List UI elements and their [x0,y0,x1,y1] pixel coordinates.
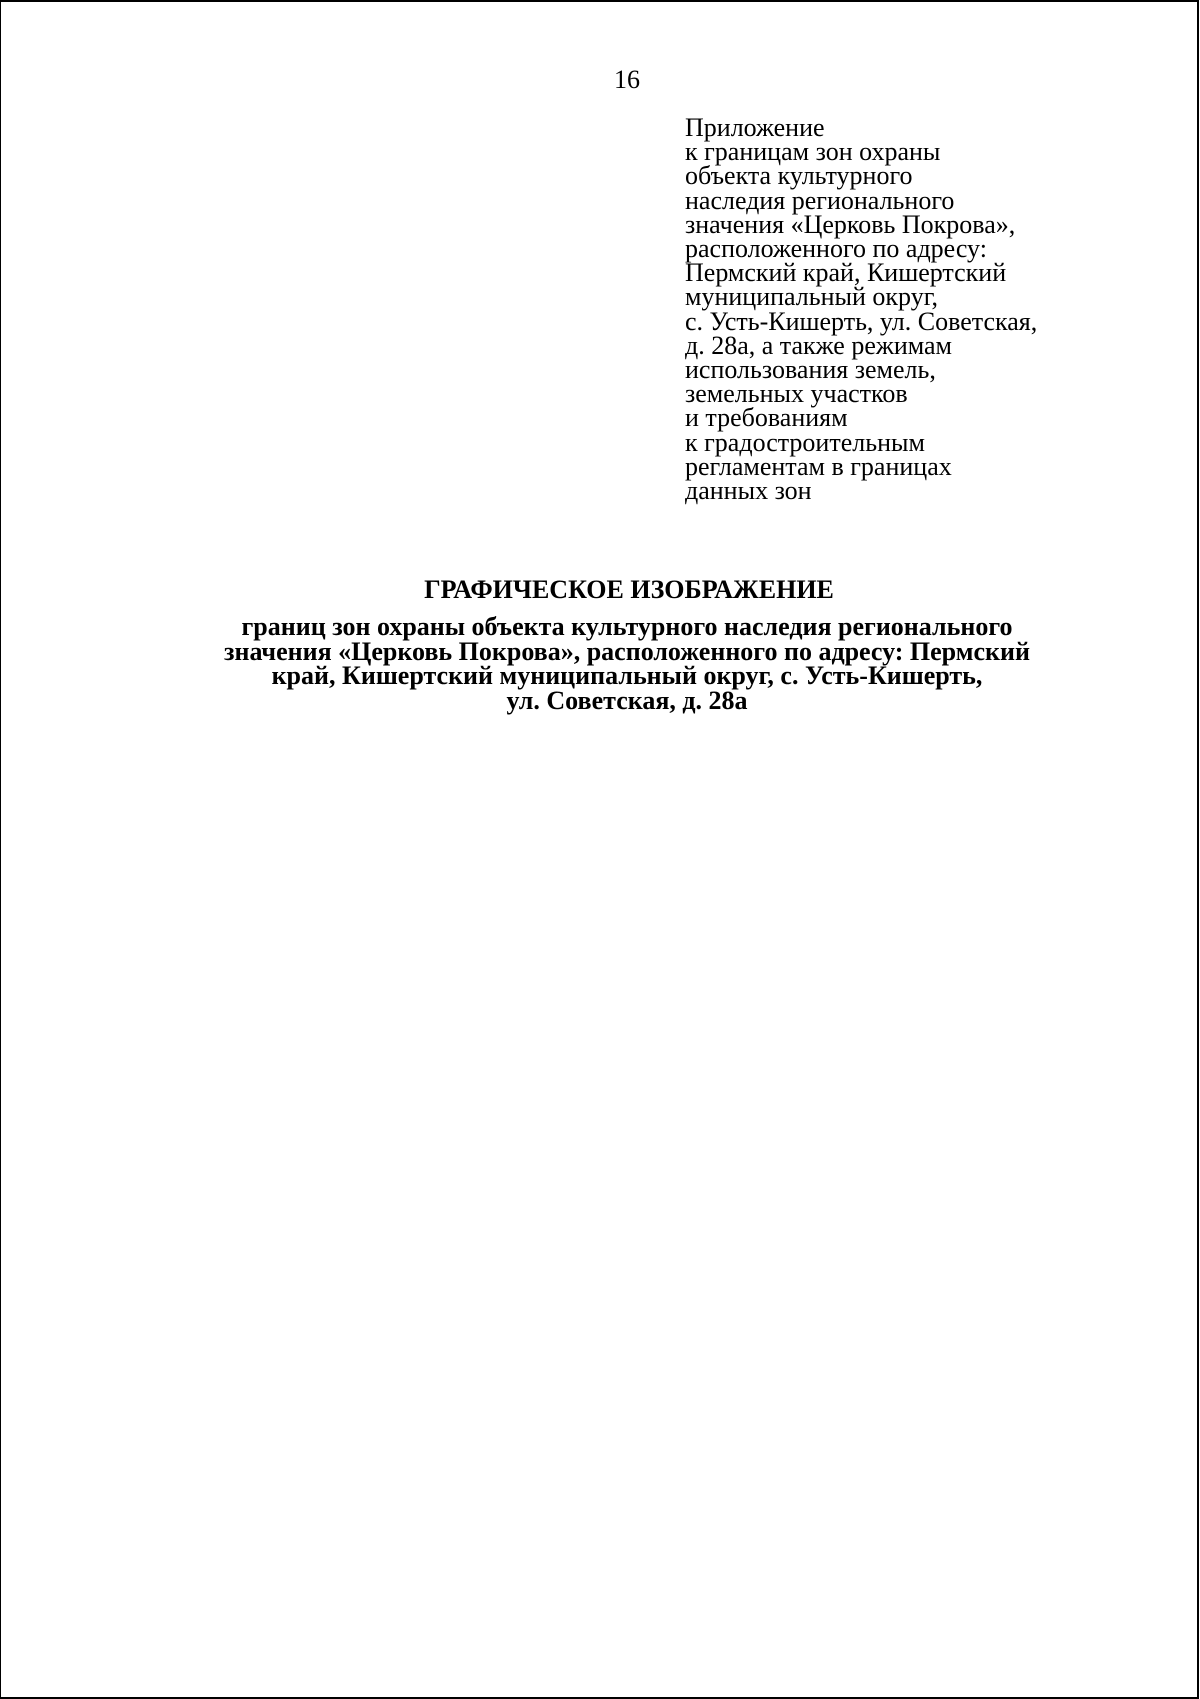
appendix-line: использования земель, [685,355,936,385]
appendix-line: земельных участков [685,379,908,409]
subtitle-line: край, Кишертский муниципальный округ, с. Усть-Кишерть, [271,661,983,690]
subtitle-line: ул. Советская, д. 28а [506,685,748,715]
appendix-note [685,113,1145,506]
appendix-line: д. 28а, а также режимам [685,330,953,360]
appendix-line: наследия регионального [685,185,955,215]
subtitle-line: значения «Церковь Покрова», расположенного по адресу: Пермский [224,636,1030,666]
appendix-line: Пермский край, Кишертский [685,258,1007,288]
appendix-line: Приложение [685,113,825,142]
appendix-line: регламентам в границах [685,451,952,481]
appendix-line: к градостроительным [685,427,925,457]
appendix-line: объекта культурного [685,161,913,191]
appendix-line: с. Усть-Кишерть, ул. Советская, [685,306,1038,336]
appendix-line: муниципальный округ, [685,282,938,312]
appendix-line: значения «Церковь Покрова», [685,209,1016,239]
appendix-line: данных зон [685,476,812,506]
document-subtitle [0,612,1200,715]
page-number: 16 [614,65,640,94]
appendix-line: к границам зон охраны [685,137,941,167]
document-title: ГРАФИЧЕСКОЕ ИЗОБРАЖЕНИЕ [424,575,834,604]
appendix-line: и требованиям [685,403,848,433]
appendix-line: расположенного по адресу: [685,234,987,264]
subtitle-line: границ зон охраны объекта культурного наследия регионального [241,612,1013,641]
